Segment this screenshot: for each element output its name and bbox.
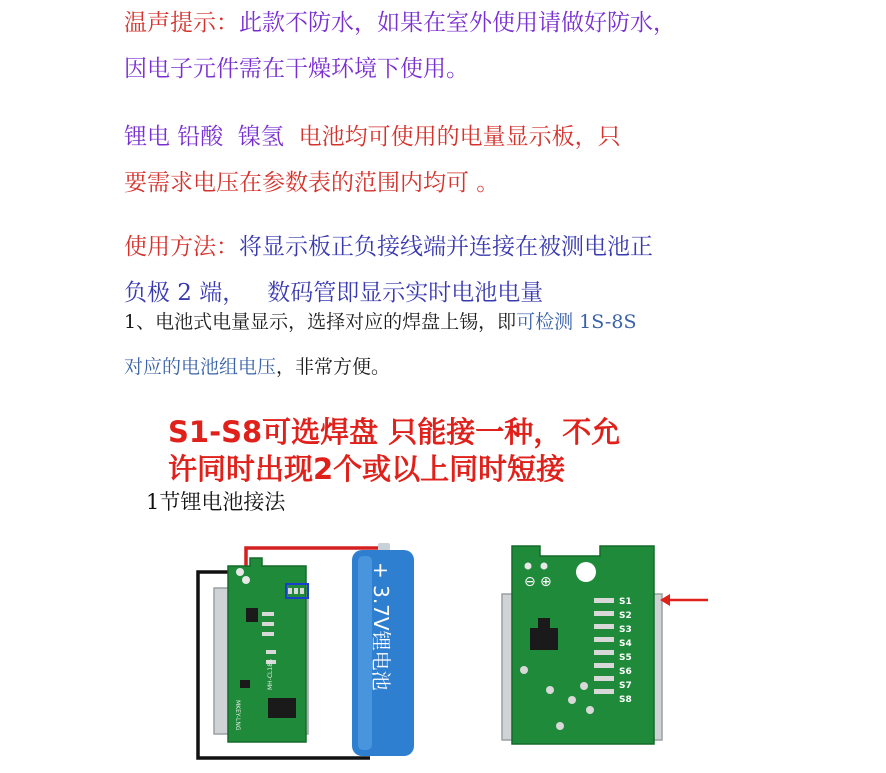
- board-label-1: MH-CL18S: [267, 659, 274, 690]
- battery-types-list: 锂电 铅酸 镍氢: [124, 124, 299, 150]
- step1-line2-a: 对应的电池组电压: [124, 356, 277, 378]
- usage-line-2: 负极 2 端， 数码管即显示实时电池电量: [124, 280, 544, 306]
- battery-types-text: 电池均可使用的电量显示板，只: [298, 124, 621, 150]
- pad-label-s5: S5: [619, 653, 632, 663]
- step1-text-a: 1、电池式电量显示，选择对应的焊盘上锡，即: [124, 311, 517, 333]
- photo-left: [182, 540, 422, 770]
- pad-label-s7: S7: [619, 681, 632, 691]
- pad-label-s6: S6: [619, 667, 632, 677]
- board-label-2: MKEY-LNG: [234, 700, 241, 731]
- pad-label-s3: S3: [619, 625, 632, 635]
- photo-right: [502, 546, 708, 744]
- step1-line2-b: ，非常方便。: [276, 356, 391, 378]
- usage-prefix: 使用方法：: [124, 234, 239, 260]
- ic-chip: [268, 698, 296, 718]
- usage-text: 将显示板正负接线端并连接在被测电池正: [239, 234, 653, 260]
- step1-text-b: 可检测 1S-8S: [516, 311, 637, 333]
- warning-line-2: 许同时出现2个或以上同时短接: [168, 452, 566, 486]
- notice-prefix: 温声提示：: [124, 10, 239, 36]
- warning-line-1: S1-S8可选焊盘 只能接一种，不允: [168, 415, 621, 449]
- pad-label-s2: S2: [619, 611, 632, 621]
- notice-text: 此款不防水，如果在室外使用请做好防水，: [239, 10, 676, 36]
- pad-label-s1: S1: [619, 597, 632, 607]
- plus-symbol: ⊕: [540, 574, 552, 590]
- mount-hole: [576, 562, 596, 582]
- battery-label: + 3.7V锂电池: [369, 562, 393, 691]
- regulator-chip: [530, 628, 558, 650]
- pad-label-s4: S4: [619, 639, 632, 649]
- pad-label-s8: S8: [619, 695, 632, 705]
- subheading: 1节锂电池接法: [146, 490, 286, 514]
- notice-line-2: 因电子元件需在干燥环境下使用。: [124, 56, 469, 82]
- battery-types-line-2: 要需求电压在参数表的范围内均可 。: [124, 170, 500, 196]
- minus-symbol: ⊖: [524, 574, 536, 590]
